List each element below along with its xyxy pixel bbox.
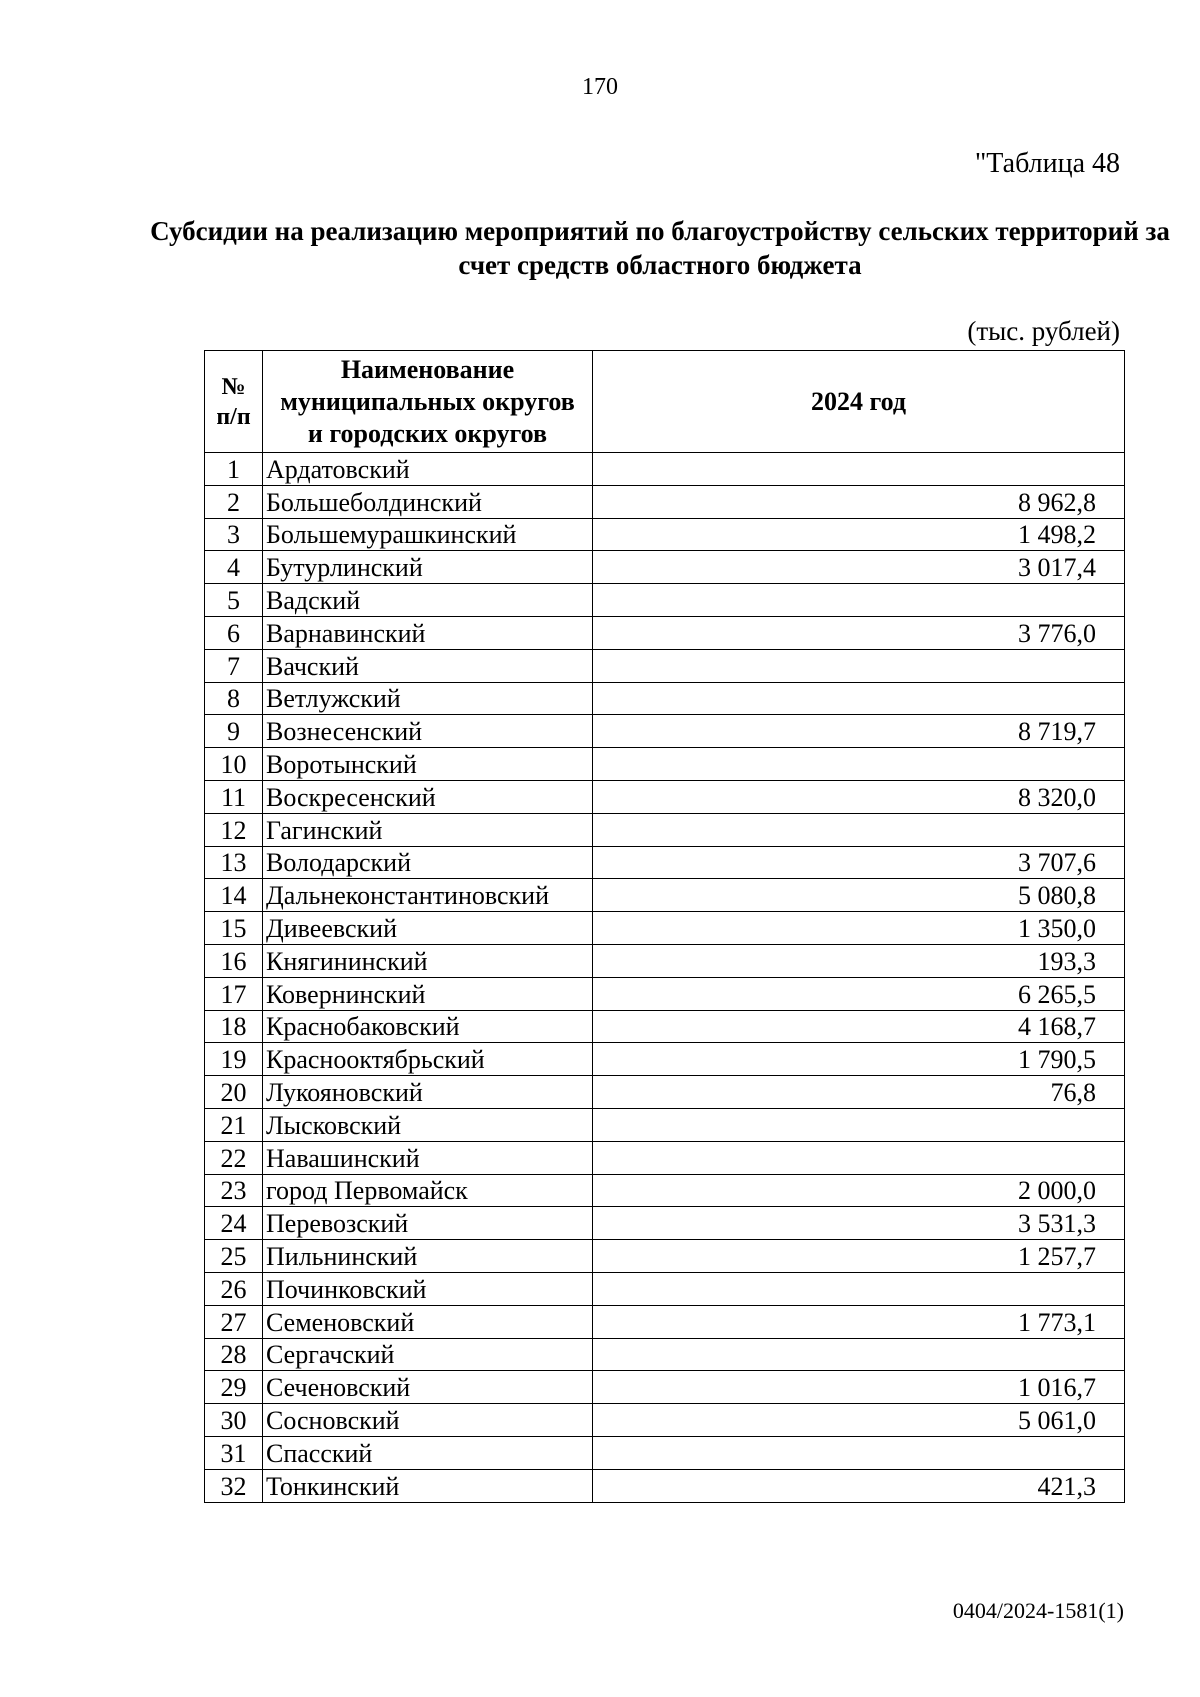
row-name: Навашинский <box>263 1141 593 1174</box>
row-name: Княгининский <box>263 944 593 977</box>
row-number: 27 <box>205 1305 263 1338</box>
row-number: 2 <box>205 485 263 518</box>
row-value: 1 790,5 <box>593 1043 1125 1076</box>
row-name: Починковский <box>263 1272 593 1305</box>
table-row <box>205 748 1125 781</box>
row-number: 8 <box>205 682 263 715</box>
table-row <box>205 977 1125 1010</box>
row-number: 18 <box>205 1010 263 1043</box>
table-row <box>205 944 1125 977</box>
table-row <box>205 1010 1125 1043</box>
table-row <box>205 912 1125 945</box>
row-number: 21 <box>205 1108 263 1141</box>
row-name: Дальнеконстантиновский <box>263 879 593 912</box>
table-row <box>205 1404 1125 1437</box>
table-row <box>205 485 1125 518</box>
row-number: 11 <box>205 780 263 813</box>
table-row <box>205 1207 1125 1240</box>
row-value: 1 498,2 <box>593 518 1125 551</box>
row-name: Сергачский <box>263 1338 593 1371</box>
row-value: 193,3 <box>593 944 1125 977</box>
row-value <box>593 1141 1125 1174</box>
row-value: 3 531,3 <box>593 1207 1125 1240</box>
row-name: Варнавинский <box>263 616 593 649</box>
header-number-line2: п/п <box>216 403 251 430</box>
row-name: Лукояновский <box>263 1076 593 1109</box>
unit-label: (тыс. рублей) <box>967 316 1120 346</box>
row-value: 1 016,7 <box>593 1371 1125 1404</box>
row-number: 28 <box>205 1338 263 1371</box>
table-row <box>205 1469 1125 1502</box>
row-number: 1 <box>205 453 263 486</box>
row-name: Ардатовский <box>263 453 593 486</box>
row-number: 5 <box>205 584 263 617</box>
subsidy-table <box>204 350 1125 1503</box>
row-value: 5 080,8 <box>593 879 1125 912</box>
table-row <box>205 616 1125 649</box>
row-number: 13 <box>205 846 263 879</box>
table-body <box>205 453 1125 1503</box>
document-title: Субсидии на реализацию мероприятий по благоустройству сельских территорий за счет средств областного бюджета <box>150 216 1170 280</box>
row-value: 8 962,8 <box>593 485 1125 518</box>
header-name <box>263 351 593 453</box>
row-number: 32 <box>205 1469 263 1502</box>
row-value: 1 350,0 <box>593 912 1125 945</box>
row-name: Ковернинский <box>263 977 593 1010</box>
table-row <box>205 813 1125 846</box>
table-row <box>205 682 1125 715</box>
row-number: 6 <box>205 616 263 649</box>
page-number: 170 <box>582 74 618 100</box>
table-row <box>205 1141 1125 1174</box>
row-number: 22 <box>205 1141 263 1174</box>
row-value <box>593 1108 1125 1141</box>
table-row <box>205 1371 1125 1404</box>
table-row <box>205 1338 1125 1371</box>
row-value: 2 000,0 <box>593 1174 1125 1207</box>
row-name: Ветлужский <box>263 682 593 715</box>
row-name: Бутурлинский <box>263 551 593 584</box>
table-row <box>205 780 1125 813</box>
header-year: 2024 год <box>593 351 1125 453</box>
header-number <box>205 351 263 453</box>
row-value: 3 707,6 <box>593 846 1125 879</box>
row-value: 6 265,5 <box>593 977 1125 1010</box>
row-name: Большемурашкинский <box>263 518 593 551</box>
row-number: 12 <box>205 813 263 846</box>
row-name: Спасский <box>263 1436 593 1469</box>
row-name: Пильнинский <box>263 1240 593 1273</box>
row-number: 25 <box>205 1240 263 1273</box>
table-reference: "Таблица 48 <box>974 148 1120 179</box>
row-name: Дивеевский <box>263 912 593 945</box>
table-row <box>205 879 1125 912</box>
table-row <box>205 715 1125 748</box>
header-name-line1: Наименование <box>340 354 515 384</box>
document-code: 0404/2024-1581(1) <box>952 1598 1124 1623</box>
row-name: Вачский <box>263 649 593 682</box>
row-number: 15 <box>205 912 263 945</box>
row-number: 16 <box>205 944 263 977</box>
header-number-line1: № <box>221 373 246 400</box>
row-number: 10 <box>205 748 263 781</box>
row-name: Вознесенский <box>263 715 593 748</box>
header-row <box>205 351 1125 453</box>
row-name: Сеченовский <box>263 1371 593 1404</box>
row-number: 9 <box>205 715 263 748</box>
row-name: Краснооктябрьский <box>263 1043 593 1076</box>
row-value <box>593 748 1125 781</box>
row-number: 20 <box>205 1076 263 1109</box>
row-value <box>593 453 1125 486</box>
row-number: 23 <box>205 1174 263 1207</box>
row-number: 30 <box>205 1404 263 1437</box>
row-number: 7 <box>205 649 263 682</box>
table-row <box>205 1043 1125 1076</box>
row-name: Семеновский <box>263 1305 593 1338</box>
row-number: 14 <box>205 879 263 912</box>
table-row <box>205 453 1125 486</box>
row-name: Лысковский <box>263 1108 593 1141</box>
row-number: 19 <box>205 1043 263 1076</box>
row-value <box>593 1272 1125 1305</box>
table-row <box>205 1436 1125 1469</box>
table-row <box>205 1076 1125 1109</box>
row-name: Воротынский <box>263 748 593 781</box>
row-value <box>593 649 1125 682</box>
row-value <box>593 813 1125 846</box>
row-name: Краснобаковский <box>263 1010 593 1043</box>
row-number: 24 <box>205 1207 263 1240</box>
row-value: 421,3 <box>593 1469 1125 1502</box>
row-value: 3 776,0 <box>593 616 1125 649</box>
table-row <box>205 1240 1125 1273</box>
row-value <box>593 584 1125 617</box>
row-value: 4 168,7 <box>593 1010 1125 1043</box>
row-name: город Первомайск <box>263 1174 593 1207</box>
row-name: Вадский <box>263 584 593 617</box>
table-row <box>205 1272 1125 1305</box>
row-value: 1 773,1 <box>593 1305 1125 1338</box>
row-value: 76,8 <box>593 1076 1125 1109</box>
row-name: Воскресенский <box>263 780 593 813</box>
row-number: 3 <box>205 518 263 551</box>
table-row <box>205 1108 1125 1141</box>
row-value: 3 017,4 <box>593 551 1125 584</box>
row-name: Володарский <box>263 846 593 879</box>
row-value: 8 719,7 <box>593 715 1125 748</box>
row-value <box>593 1338 1125 1371</box>
row-number: 4 <box>205 551 263 584</box>
row-value <box>593 1436 1125 1469</box>
row-number: 17 <box>205 977 263 1010</box>
row-number: 31 <box>205 1436 263 1469</box>
header-name-line2: муниципальных округов <box>280 386 575 416</box>
row-name: Гагинский <box>263 813 593 846</box>
header-name-line3: и городских округов <box>307 418 548 448</box>
row-value <box>593 682 1125 715</box>
table-row <box>205 1305 1125 1338</box>
table-header <box>205 351 1125 453</box>
row-name: Сосновский <box>263 1404 593 1437</box>
table-row <box>205 518 1125 551</box>
table-row <box>205 551 1125 584</box>
table-row <box>205 1174 1125 1207</box>
table-row <box>205 846 1125 879</box>
row-number: 26 <box>205 1272 263 1305</box>
row-name: Тонкинский <box>263 1469 593 1502</box>
row-value: 1 257,7 <box>593 1240 1125 1273</box>
row-value: 5 061,0 <box>593 1404 1125 1437</box>
row-name: Большеболдинский <box>263 485 593 518</box>
row-name: Перевозский <box>263 1207 593 1240</box>
table-row <box>205 649 1125 682</box>
row-value: 8 320,0 <box>593 780 1125 813</box>
row-number: 29 <box>205 1371 263 1404</box>
table-row <box>205 584 1125 617</box>
